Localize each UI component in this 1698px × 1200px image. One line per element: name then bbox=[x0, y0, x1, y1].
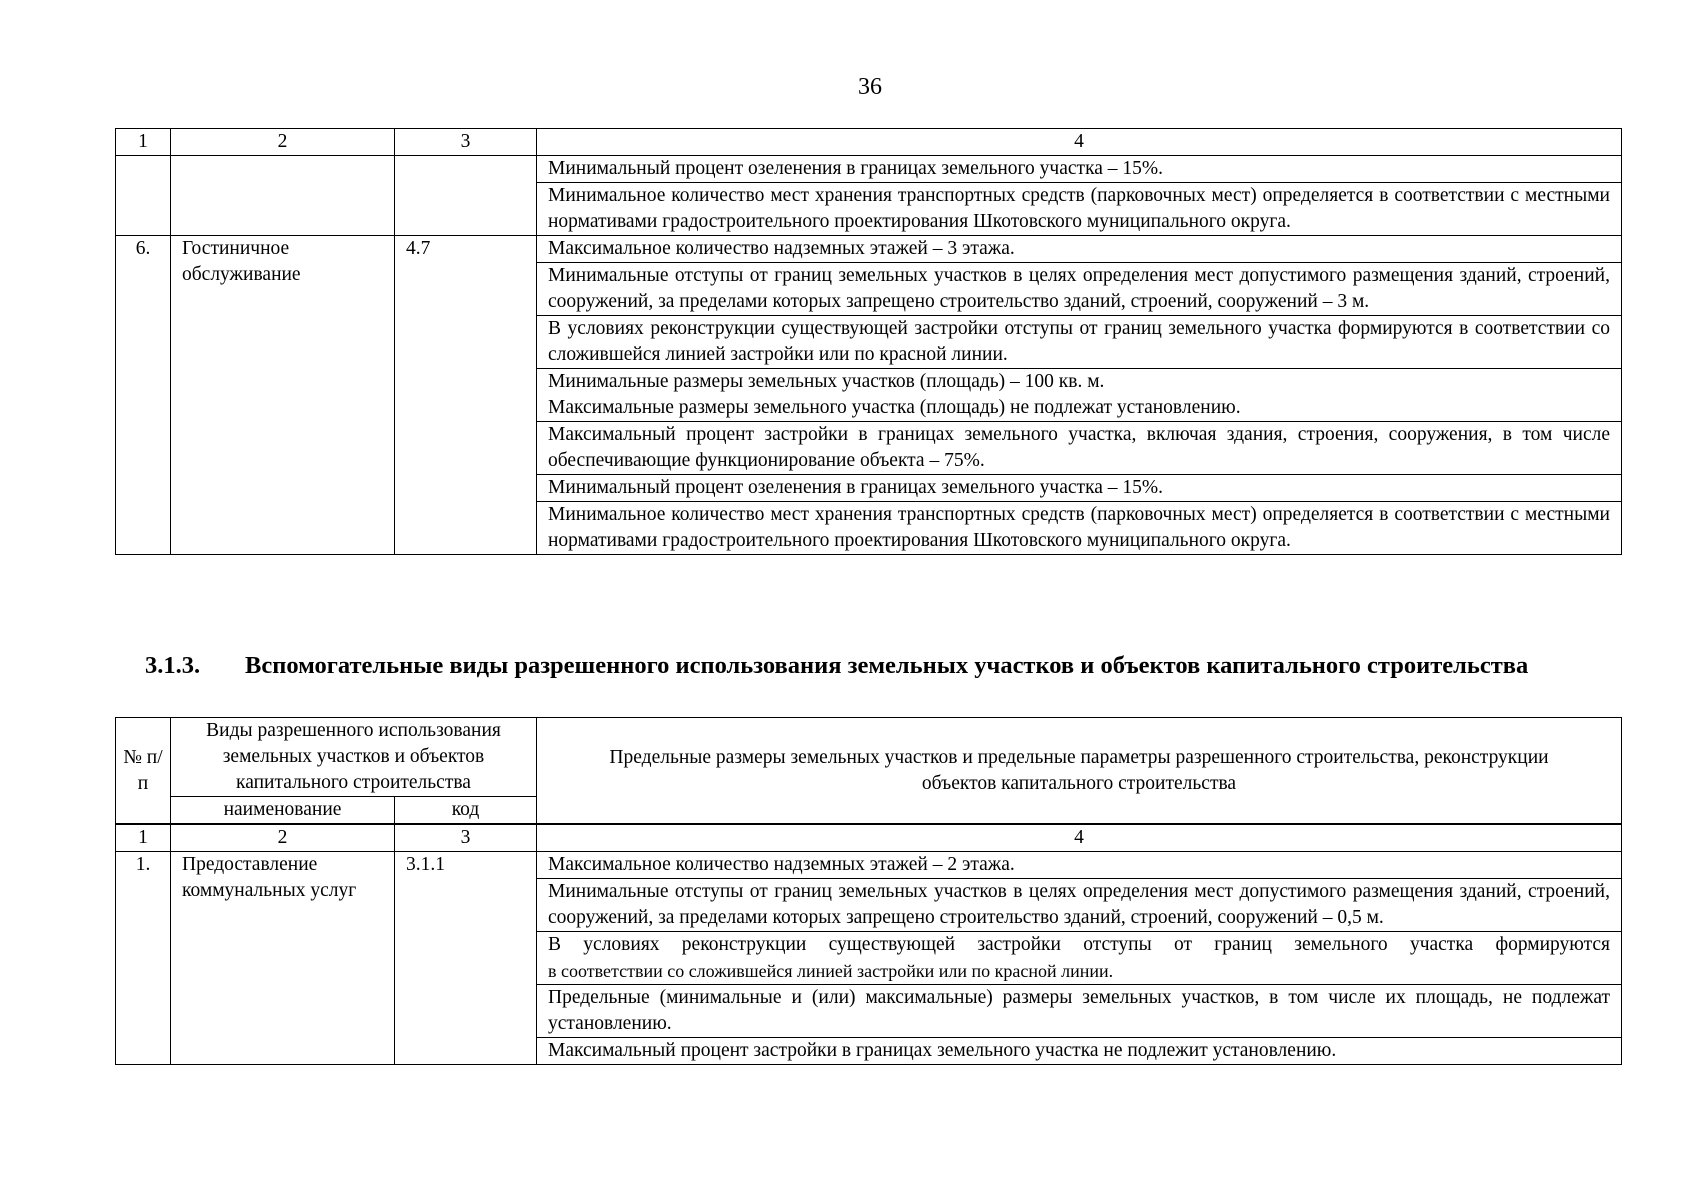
row-code-cell bbox=[395, 156, 537, 236]
param-cell: Минимальный процент озеленения в границах земельного участка – 15%. bbox=[537, 475, 1622, 502]
section-title: Вспомогательные виды разрешенного использования земельных участков и объектов капитального строительства bbox=[245, 652, 1529, 679]
col-number-4: 4 bbox=[537, 129, 1622, 156]
row-name-cell bbox=[171, 156, 395, 236]
param-cell: Минимальные отступы от границ земельных участков в целях определения мест допустимого размещения зданий, строений, сооружений, за пределами которых запрещено строительство зданий, строений, сооружений – 3 м. bbox=[537, 263, 1622, 316]
param-line: Максимальные размеры земельного участка (площадь) не подлежат установлению. bbox=[548, 397, 1241, 418]
column-number-row bbox=[116, 825, 1622, 852]
row-number-cell: 1. bbox=[116, 852, 171, 1065]
section-heading bbox=[145, 650, 1622, 681]
col-number-4: 4 bbox=[537, 825, 1622, 852]
types-column-header: Виды разрешенного использования земельных участков и объектов капитального строительства bbox=[171, 718, 537, 797]
col-number-3: 3 bbox=[395, 825, 537, 852]
param-cell: Максимальное количество надземных этажей – 2 этажа. bbox=[537, 852, 1622, 879]
param-cell: Максимальное количество надземных этажей – 3 этажа. bbox=[537, 236, 1622, 263]
column-number-row bbox=[116, 129, 1622, 156]
param-cell bbox=[537, 369, 1622, 422]
param-cell: Минимальное количество мест хранения транспортных средств (парковочных мест) определяется в соответствии с местными нормативами градостроительного проектирования Шкотовского муниципального округа. bbox=[537, 502, 1622, 555]
row-name-cell: Предоставление коммунальных услуг bbox=[171, 852, 395, 1065]
col-number-1: 1 bbox=[116, 825, 171, 852]
param-cell bbox=[537, 932, 1622, 985]
table-row bbox=[116, 156, 1622, 183]
param-cell: Минимальный процент озеленения в границах земельного участка – 15%. bbox=[537, 156, 1622, 183]
col-number-2: 2 bbox=[171, 825, 395, 852]
row-code-cell: 3.1.1 bbox=[395, 852, 537, 1065]
row-name-cell: Гостиничное обслуживание bbox=[171, 236, 395, 555]
num-column-header: № п/п bbox=[116, 718, 171, 824]
col-number-1: 1 bbox=[116, 129, 171, 156]
param-cell: Минимальное количество мест хранения транспортных средств (парковочных мест) определяется в соответствии с местными нормативами градостроительного проектирования Шкотовского муниципального округа. bbox=[537, 183, 1622, 236]
header-row bbox=[116, 718, 1622, 797]
name-column-header: наименование bbox=[171, 797, 395, 824]
param-line: Минимальные размеры земельных участков (площадь) – 100 кв. м. bbox=[548, 371, 1105, 392]
row-code-cell: 4.7 bbox=[395, 236, 537, 555]
page-number: 36 bbox=[858, 74, 882, 100]
param-cell: Предельные (минимальные и (или) максимальные) размеры земельных участков, в том числе их площадь, не подлежат установлению. bbox=[537, 985, 1622, 1038]
param-cell: В условиях реконструкции существующей застройки отступы от границ земельного участка формируются в соответствии со сложившейся линией застройки или по красной линии. bbox=[537, 316, 1622, 369]
continued-table bbox=[115, 128, 1622, 555]
params-column-header: Предельные размеры земельных участков и предельные параметры разрешенного строительства, реконструкции объектов капитального строительства bbox=[537, 718, 1622, 824]
param-line: В условиях реконструкции существующей застройки отступы от границ земельного участка формируются bbox=[548, 934, 1610, 955]
param-line: в соответствии со сложившейся линией застройки или по красной линии. bbox=[548, 961, 1114, 981]
param-cell: Минимальные отступы от границ земельных участков в целях определения мест допустимого размещения зданий, строений, сооружений, за пределами которых запрещено строительство зданий, строений, сооружений – 0,5 м. bbox=[537, 879, 1622, 932]
col-number-3: 3 bbox=[395, 129, 537, 156]
code-column-header: код bbox=[395, 797, 537, 824]
table-row bbox=[116, 852, 1622, 879]
col-number-2: 2 bbox=[171, 129, 395, 156]
row-number-cell: 6. bbox=[116, 236, 171, 555]
table-row bbox=[116, 236, 1622, 263]
row-number-cell bbox=[116, 156, 171, 236]
param-cell: Максимальный процент застройки в границах земельного участка, включая здания, строения, сооружения, в том числе обеспечивающие функционирование объекта – 75%. bbox=[537, 422, 1622, 475]
auxiliary-use-table bbox=[115, 824, 1622, 1065]
header-table bbox=[115, 717, 1622, 824]
param-cell: Максимальный процент застройки в границах земельного участка не подлежит установлению. bbox=[537, 1038, 1622, 1065]
section-number: 3.1.3. bbox=[145, 652, 201, 679]
